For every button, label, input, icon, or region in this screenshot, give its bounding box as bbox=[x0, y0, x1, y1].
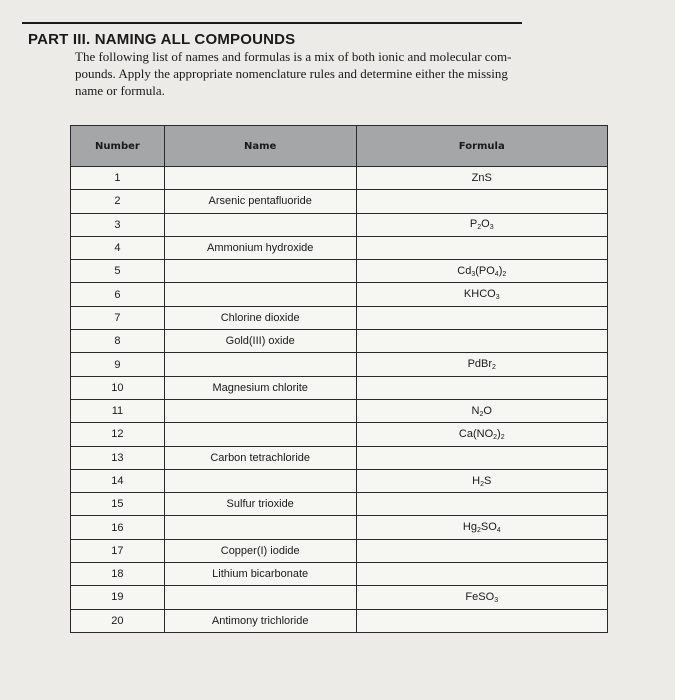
table-row bbox=[71, 493, 608, 516]
cell-formula[interactable]: PdBr$_2$ bbox=[356, 353, 607, 376]
cell-formula[interactable] bbox=[356, 190, 607, 213]
table-row bbox=[71, 306, 608, 329]
table-row bbox=[71, 213, 608, 236]
cell-name[interactable] bbox=[164, 167, 356, 190]
cell-number: 14 bbox=[71, 469, 165, 492]
table-row bbox=[71, 609, 608, 632]
cell-number: 18 bbox=[71, 563, 165, 586]
cell-name[interactable]: Magnesium chlorite bbox=[164, 376, 356, 399]
column-header-formula: Formula bbox=[356, 126, 607, 167]
cell-name[interactable]: Antimony trichloride bbox=[164, 609, 356, 632]
cell-name[interactable]: Chlorine dioxide bbox=[164, 306, 356, 329]
column-header-number: Number bbox=[71, 126, 165, 167]
instructions-line: pounds. Apply the appropriate nomenclature rules and determine either the missing bbox=[75, 66, 508, 81]
cell-formula[interactable]: $KHCO_3$ bbox=[356, 283, 607, 306]
cell-name[interactable]: Arsenic pentafluoride bbox=[164, 190, 356, 213]
cell-formula[interactable]: $N_2O$ bbox=[356, 399, 607, 422]
cell-formula[interactable]: FeSO$_3$ bbox=[356, 586, 607, 609]
cell-name[interactable]: Ammonium hydroxide bbox=[164, 236, 356, 259]
cell-formula[interactable] bbox=[356, 493, 607, 516]
table-row bbox=[71, 330, 608, 353]
instructions-line: name or formula. bbox=[75, 83, 165, 98]
cell-name[interactable] bbox=[164, 586, 356, 609]
table-row bbox=[71, 353, 608, 376]
cell-number: 16 bbox=[71, 516, 165, 539]
cell-formula[interactable] bbox=[356, 236, 607, 259]
table-row bbox=[71, 399, 608, 422]
table-row bbox=[71, 516, 608, 539]
cell-number: 2 bbox=[71, 190, 165, 213]
cell-name[interactable]: Lithium bicarbonate bbox=[164, 563, 356, 586]
table-row bbox=[71, 260, 608, 283]
table-row bbox=[71, 167, 608, 190]
cell-name[interactable] bbox=[164, 260, 356, 283]
table-row bbox=[71, 586, 608, 609]
cell-number: 11 bbox=[71, 399, 165, 422]
compounds-table bbox=[70, 125, 608, 633]
cell-name[interactable] bbox=[164, 423, 356, 446]
cell-number: 10 bbox=[71, 376, 165, 399]
cell-number: 6 bbox=[71, 283, 165, 306]
cell-formula[interactable]: ZnS bbox=[356, 167, 607, 190]
cell-name[interactable]: Copper(I) iodide bbox=[164, 539, 356, 562]
table-row bbox=[71, 563, 608, 586]
part-title: PART III. NAMING ALL COMPOUNDS bbox=[28, 31, 296, 48]
cell-formula[interactable]: $Ca(NO_2)_2$ bbox=[356, 423, 607, 446]
cell-name[interactable] bbox=[164, 213, 356, 236]
table-header-row bbox=[71, 126, 608, 167]
table-row bbox=[71, 190, 608, 213]
cell-formula[interactable]: $Hg_2SO_4$ bbox=[356, 516, 607, 539]
cell-name[interactable]: Sulfur trioxide bbox=[164, 493, 356, 516]
cell-formula[interactable] bbox=[356, 539, 607, 562]
cell-number: 19 bbox=[71, 586, 165, 609]
cell-formula[interactable]: $Cd_3(PO_4)_2$ bbox=[356, 260, 607, 283]
cell-number: 4 bbox=[71, 236, 165, 259]
table-row bbox=[71, 539, 608, 562]
cell-name[interactable] bbox=[164, 469, 356, 492]
cell-formula[interactable]: $P_2O_3$ bbox=[356, 213, 607, 236]
instructions bbox=[75, 48, 605, 99]
cell-number: 12 bbox=[71, 423, 165, 446]
cell-name[interactable] bbox=[164, 283, 356, 306]
table-row bbox=[71, 236, 608, 259]
cell-name[interactable] bbox=[164, 399, 356, 422]
cell-number: 17 bbox=[71, 539, 165, 562]
cell-name[interactable] bbox=[164, 353, 356, 376]
cell-formula[interactable] bbox=[356, 563, 607, 586]
cell-formula[interactable] bbox=[356, 306, 607, 329]
cell-number: 7 bbox=[71, 306, 165, 329]
table-row bbox=[71, 376, 608, 399]
cell-number: 3 bbox=[71, 213, 165, 236]
cell-formula[interactable] bbox=[356, 330, 607, 353]
cell-formula[interactable] bbox=[356, 446, 607, 469]
cell-number: 5 bbox=[71, 260, 165, 283]
cell-name[interactable]: Carbon tetrachloride bbox=[164, 446, 356, 469]
cell-number: 20 bbox=[71, 609, 165, 632]
cell-name[interactable]: Gold(III) oxide bbox=[164, 330, 356, 353]
table-row bbox=[71, 446, 608, 469]
table-row bbox=[71, 423, 608, 446]
cell-formula[interactable]: $H_2S$ bbox=[356, 469, 607, 492]
top-rule bbox=[22, 22, 522, 24]
cell-number: 13 bbox=[71, 446, 165, 469]
instructions-line: The following list of names and formulas is a mix of both ionic and molecular com- bbox=[75, 49, 512, 64]
cell-number: 9 bbox=[71, 353, 165, 376]
cell-number: 8 bbox=[71, 330, 165, 353]
cell-name[interactable] bbox=[164, 516, 356, 539]
cell-number: 15 bbox=[71, 493, 165, 516]
column-header-name: Name bbox=[164, 126, 356, 167]
cell-formula[interactable] bbox=[356, 376, 607, 399]
cell-number: 1 bbox=[71, 167, 165, 190]
cell-formula[interactable] bbox=[356, 609, 607, 632]
table-row bbox=[71, 469, 608, 492]
table-row bbox=[71, 283, 608, 306]
